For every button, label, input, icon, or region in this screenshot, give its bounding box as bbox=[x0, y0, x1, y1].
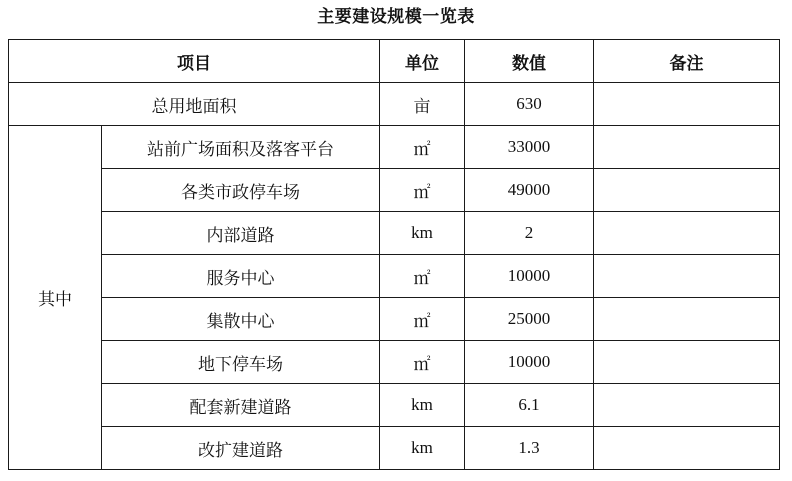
row-unit: km bbox=[380, 384, 465, 427]
row-unit: ㎡ bbox=[380, 255, 465, 298]
row-unit: ㎡ bbox=[380, 341, 465, 384]
table-row bbox=[9, 212, 780, 255]
table-row bbox=[9, 169, 780, 212]
row-remark bbox=[594, 341, 780, 384]
header-unit: 单位 bbox=[380, 40, 465, 83]
table-row bbox=[9, 427, 780, 470]
row-remark bbox=[594, 126, 780, 169]
row-item: 改扩建道路 bbox=[102, 427, 380, 470]
row-unit: ㎡ bbox=[380, 298, 465, 341]
row-item: 各类市政停车场 bbox=[102, 169, 380, 212]
total-value: 630 bbox=[465, 83, 594, 126]
table-row bbox=[9, 384, 780, 427]
row-unit: ㎡ bbox=[380, 169, 465, 212]
table-row bbox=[9, 126, 780, 169]
header-value: 数值 bbox=[465, 40, 594, 83]
row-remark bbox=[594, 255, 780, 298]
row-value: 49000 bbox=[465, 169, 594, 212]
group-label: 其中 bbox=[9, 126, 102, 470]
row-unit: ㎡ bbox=[380, 126, 465, 169]
table-title: 主要建设规模一览表 bbox=[317, 7, 475, 27]
row-remark bbox=[594, 427, 780, 470]
row-item: 服务中心 bbox=[102, 255, 380, 298]
row-value: 25000 bbox=[465, 298, 594, 341]
header-remark: 备注 bbox=[594, 40, 780, 83]
header-item: 项目 bbox=[9, 40, 380, 83]
table-row bbox=[9, 298, 780, 341]
table-row bbox=[9, 341, 780, 384]
row-remark bbox=[594, 212, 780, 255]
total-row bbox=[9, 83, 780, 126]
row-item: 集散中心 bbox=[102, 298, 380, 341]
row-item: 内部道路 bbox=[102, 212, 380, 255]
row-item: 地下停车场 bbox=[102, 341, 380, 384]
row-value: 10000 bbox=[465, 341, 594, 384]
total-label: 总用地面积 bbox=[9, 83, 380, 126]
row-value: 10000 bbox=[465, 255, 594, 298]
row-value: 2 bbox=[465, 212, 594, 255]
construction-scale-table bbox=[8, 39, 780, 470]
row-value: 1.3 bbox=[465, 427, 594, 470]
row-item: 配套新建道路 bbox=[102, 384, 380, 427]
row-item: 站前广场面积及落客平台 bbox=[102, 126, 380, 169]
header-row bbox=[9, 40, 780, 83]
row-remark bbox=[594, 298, 780, 341]
row-unit: km bbox=[380, 427, 465, 470]
row-remark bbox=[594, 384, 780, 427]
total-unit: 亩 bbox=[380, 83, 465, 126]
row-value: 33000 bbox=[465, 126, 594, 169]
row-unit: km bbox=[380, 212, 465, 255]
total-remark bbox=[594, 83, 780, 126]
row-remark bbox=[594, 169, 780, 212]
row-value: 6.1 bbox=[465, 384, 594, 427]
table-row bbox=[9, 255, 780, 298]
